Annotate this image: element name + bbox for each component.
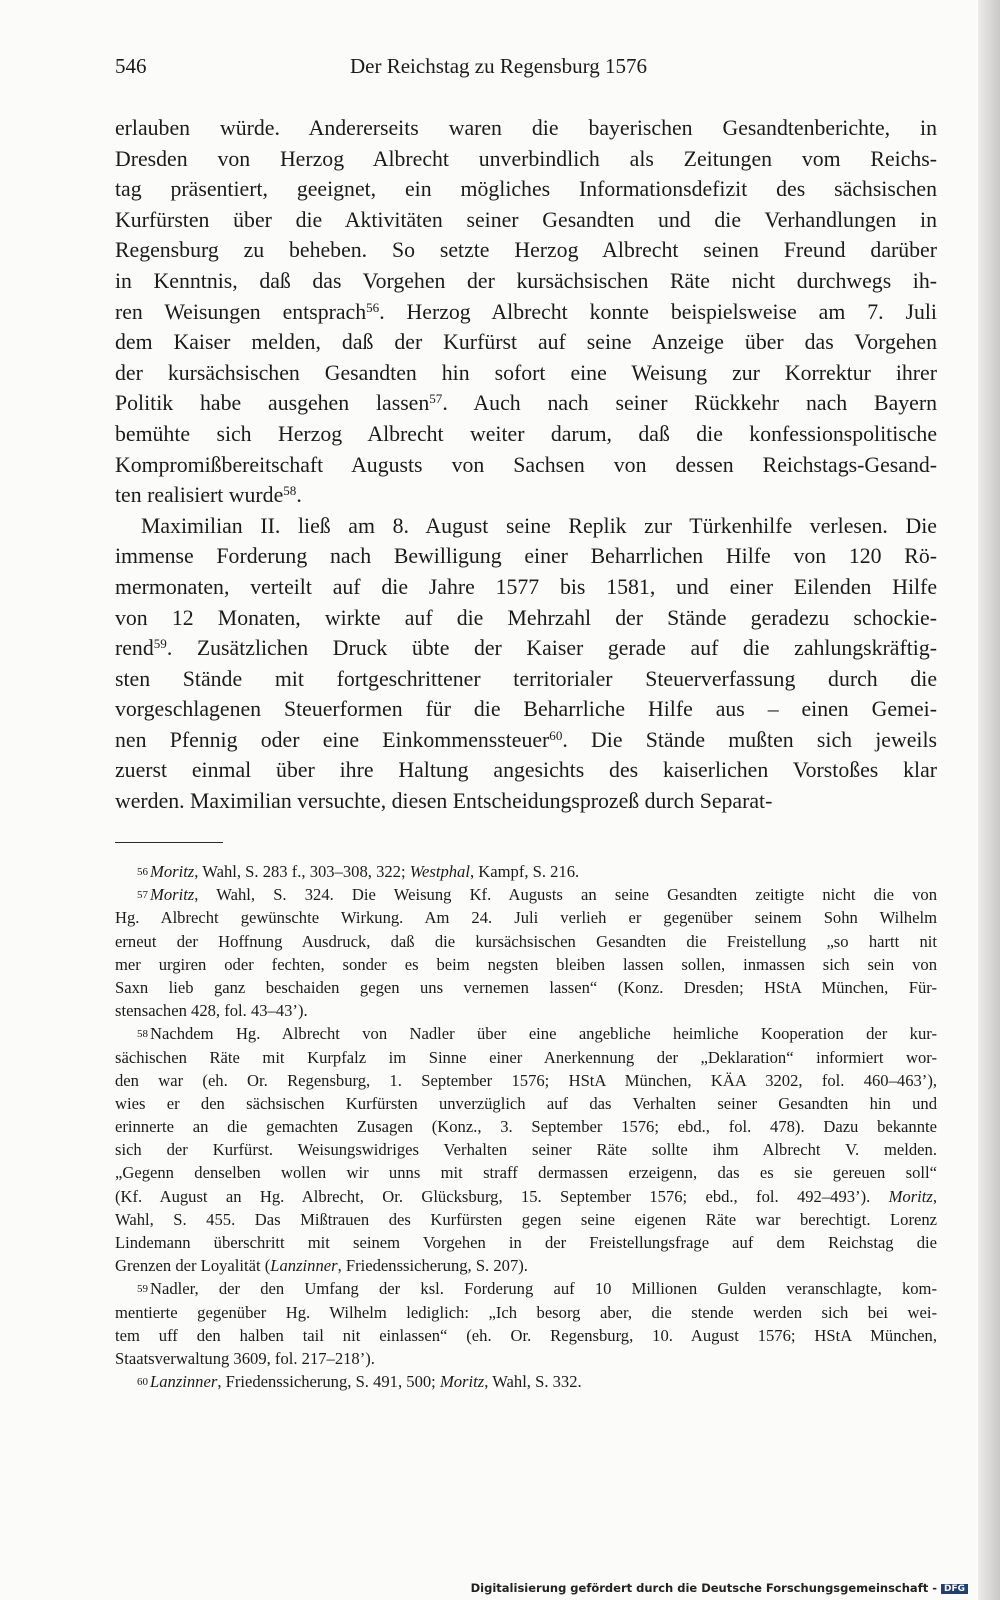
footnote-text: erinnerte an die gemachten Zusagen (Konz., 3. September 1576; ebd., fol. 478). Dazu bekannte — [115, 1117, 937, 1137]
footnote-text: mentierte gegenüber Hg. Wilhelm lediglich: „Ich besorg aber, die stende werden sich bei wei- — [115, 1302, 937, 1322]
footnote-line — [115, 999, 937, 1022]
text-line: tag präsentiert, geeignet, ein mögliches Informationsdefizit des sächsischen — [115, 177, 937, 202]
footnote-text: , Wahl, S. 324. Die Weisung Kf. Augusts an seine Gesandten zeitigte nicht die von — [194, 885, 937, 905]
author-name: Moritz — [150, 885, 195, 905]
footnote-text: Saxn lieb ganz beschaiden gegen uns vernemen lassen“ (Konz. Dresden; HStA München, Für- — [115, 977, 937, 997]
footnote-text: tem uff den halben tail nit einlassen“ (eh. Or. Regensburg, 10. August 1576; HStA München, — [115, 1325, 937, 1345]
text-segment: . Zusätzlichen Druck übte der Kaiser gerade auf die zahlungskräftig- — [166, 636, 937, 661]
text-segment: . Auch nach seiner Rückkehr nach Bayern — [442, 391, 937, 416]
dfg-logo: DFG — [941, 1584, 968, 1594]
author-name: Lanzinner — [150, 1372, 218, 1392]
footnote-text: , Kampf, S. 216. — [469, 862, 580, 881]
text-segment: . Herzog Albrecht konnte beispielsweise am 7. Juli — [379, 299, 937, 324]
footnote-text: , Wahl, S. 283 f., 303–308, 322; — [194, 862, 410, 881]
digitization-credit — [471, 1581, 968, 1595]
footnote-text: Lindemann überschritt mit seinem Vorgehen in der Freistellungsfrage auf dem Reichstag die — [115, 1233, 937, 1252]
footnote-reference[interactable]: 57 — [429, 391, 443, 407]
author-name: Moritz — [439, 1372, 485, 1392]
author-name: Lanzinner — [270, 1256, 338, 1276]
text-line: immense Forderung nach Bewilligung einer Beharrlichen Hilfe von 120 Rö- — [115, 544, 937, 569]
text-line — [115, 297, 937, 328]
footnote-number: 56 — [137, 866, 148, 878]
footnote-59 — [115, 1277, 937, 1300]
text-segment: . — [296, 483, 302, 508]
footnote-line — [115, 1069, 937, 1092]
author-name: Westphal — [409, 862, 470, 881]
footnote-text: , Friedenssicherung, S. 491, 500; — [217, 1372, 440, 1392]
footnote-text: Wahl, S. 455. Das Mißtrauen des Kurfürsten gegen seine eigenen Räte war berechtigt. Lorenz — [115, 1209, 937, 1229]
text-line — [115, 388, 937, 419]
text-line: der kursächsischen Gesandten hin sofort eine Weisung zur Korrektur ihrer — [115, 360, 937, 385]
text-line: Kompromißbereitschaft Augusts von Sachsen von dessen Reichstags-Gesand- — [115, 452, 937, 477]
footnote-text: , — [932, 1186, 937, 1206]
footnote-text: sächischen Räte mit Kurpfalz im Sinne einer Anerkennung der „Deklaration“ informiert wor- — [115, 1047, 937, 1067]
text-line: Dresden von Herzog Albrecht unverbindlich als Zeitungen vom Reichs- — [115, 146, 937, 171]
footnote-line — [115, 1324, 937, 1347]
footnote-text: sich der Kurfürst. Weisungswidriges Verhalten seiner Räte sollte ihm Albrecht V. melden. — [115, 1140, 937, 1160]
footnote-56 — [115, 860, 937, 883]
text-line: Regensburg zu beheben. So setzte Herzog Albrecht seinen Freund darüber — [115, 238, 937, 263]
footnote-line — [115, 1138, 937, 1161]
author-name: Moritz — [888, 1186, 933, 1206]
footnote-text: erneut der Hoffnung Ausdruck, daß die kursächsischen Gesandten die Freistellung „so hartt nit — [115, 931, 937, 951]
footnote-reference[interactable]: 56 — [366, 299, 380, 315]
footnote-number: 59 — [137, 1283, 148, 1296]
footnote-58 — [115, 1022, 937, 1045]
footnote-line — [115, 1301, 937, 1324]
footnote-reference[interactable]: 59 — [153, 635, 167, 651]
footnote-line — [115, 1046, 937, 1069]
footnote-reference[interactable]: 60 — [549, 727, 563, 743]
footnote-rule — [115, 842, 223, 843]
footnote-number: 57 — [137, 889, 148, 902]
footnote-line — [115, 1231, 937, 1254]
footnote-line — [115, 953, 937, 976]
text-line: sten Stände mit fortgeschrittener territorialer Steuerverfassung durch die — [115, 666, 937, 691]
text-line: in Kenntnis, daß das Vorgehen der kursächsischen Räte nicht durchwegs ih- — [115, 268, 937, 293]
footnote-text: Grenzen der Loyalität ( — [115, 1256, 271, 1276]
footnote-reference[interactable]: 58 — [283, 482, 297, 498]
text-segment: nen Pfennig oder eine Einkommenssteuer — [115, 727, 550, 752]
footnote-line — [115, 976, 937, 999]
footnote-line — [115, 1115, 937, 1138]
footnote-text: wies er den sächsischen Kurfürsten unverzüglich auf das Verhalten seiner Gesandten hin und — [115, 1093, 937, 1113]
text-line — [115, 725, 937, 756]
footnote-text: (Kf. August an Hg. Albrecht, Or. Glücksburg, 15. September 1576; ebd., fol. 492–493’). — [115, 1186, 889, 1206]
text-line: mermonaten, verteilt auf die Jahre 1577 bis 1581, und einer Eilenden Hilfe — [115, 574, 937, 599]
footnote-line — [115, 1161, 937, 1184]
footnote-line — [115, 930, 937, 953]
footnote-line — [115, 906, 937, 929]
footnote-line — [115, 1347, 937, 1370]
text-segment: rend — [115, 636, 154, 661]
text-line: zuerst einmal über ihre Haltung angesichts des kaiserlichen Vorstoßes klar — [115, 758, 937, 783]
text-line — [115, 480, 937, 511]
footnote-text: „Gegenn denselben wollen wir unns mit straff dermassen erzeigenn, das es sie gereuen soll“ — [115, 1163, 937, 1183]
footnote-text: Staatsverwaltung 3609, fol. 217–218’). — [115, 1348, 375, 1368]
footnote-number: 60 — [137, 1376, 148, 1389]
text-segment: . Die Stände mußten sich jeweils — [562, 727, 937, 752]
text-segment: ten realisiert wurde — [115, 483, 284, 508]
footnote-57 — [115, 883, 937, 906]
credit-text: Digitalisierung gefördert durch die Deutsche Forschungsgemeinschaft - — [470, 1581, 937, 1595]
footnote-line — [115, 1254, 937, 1277]
footnote-line — [115, 1185, 937, 1208]
footnote-60 — [115, 1370, 937, 1393]
footnotes — [115, 860, 937, 1393]
footnote-line — [115, 1208, 937, 1231]
page-header — [115, 54, 925, 84]
footnote-text: , Friedenssicherung, S. 207). — [337, 1256, 528, 1276]
text-segment: ren Weisungen entsprach — [115, 299, 367, 324]
running-title: Der Reichstag zu Regensburg 1576 — [350, 54, 648, 78]
footnote-number: 58 — [137, 1028, 148, 1041]
text-line: dem Kaiser melden, daß der Kurfürst auf seine Anzeige über das Vorgehen — [115, 330, 937, 355]
main-text — [115, 113, 937, 817]
text-line — [115, 633, 937, 664]
author-name: Moritz — [150, 862, 195, 881]
page-number: 546 — [115, 54, 147, 78]
footnote-text: mer urgiren oder fechten, sonder es beim negsten bleiben lassen sollen, inmassen sich sein von — [115, 954, 937, 974]
page-edge-shadow — [978, 0, 1000, 1600]
text-line: erlauben würde. Andererseits waren die bayerischen Gesandtenberichte, in — [115, 116, 937, 140]
text-line: von 12 Monaten, wirkte auf die Mehrzahl der Stände geradezu schockie- — [115, 605, 937, 630]
footnote-text: Nadler, der den Umfang der ksl. Forderung auf 10 Millionen Gulden veranschlagte, kom- — [150, 1279, 937, 1299]
text-line: werden. Maximilian versuchte, diesen Entscheidungsprozeß durch Separat- — [115, 789, 773, 814]
footnote-text: den war (eh. Or. Regensburg, 1. September 1576; HStA München, KÄA 3202, fol. 460–463’), — [115, 1070, 937, 1090]
footnote-text: stensachen 428, fol. 43–43’). — [115, 1001, 308, 1021]
footnote-line — [115, 1092, 937, 1115]
text-segment: Politik habe ausgehen lassen — [115, 391, 430, 416]
text-line: vorgeschlagenen Steuerformen für die Beharrliche Hilfe aus – einen Gemei- — [115, 697, 937, 722]
text-line: bemühte sich Herzog Albrecht weiter darum, daß die konfessionspolitische — [115, 421, 937, 446]
text-line: Kurfürsten über die Aktivitäten seiner Gesandten und die Verhandlungen in — [115, 207, 937, 232]
footnote-text: Hg. Albrecht gewünschte Wirkung. Am 24. Juli verlieh er gegenüber seinem Sohn Wilhelm — [115, 908, 937, 928]
text-line: Maximilian II. ließ am 8. August seine Replik zur Türkenhilfe verlesen. Die — [141, 513, 937, 538]
footnote-text: Nachdem Hg. Albrecht von Nadler über eine angebliche heimliche Kooperation der kur- — [150, 1024, 937, 1044]
footnote-text: , Wahl, S. 332. — [484, 1372, 582, 1392]
